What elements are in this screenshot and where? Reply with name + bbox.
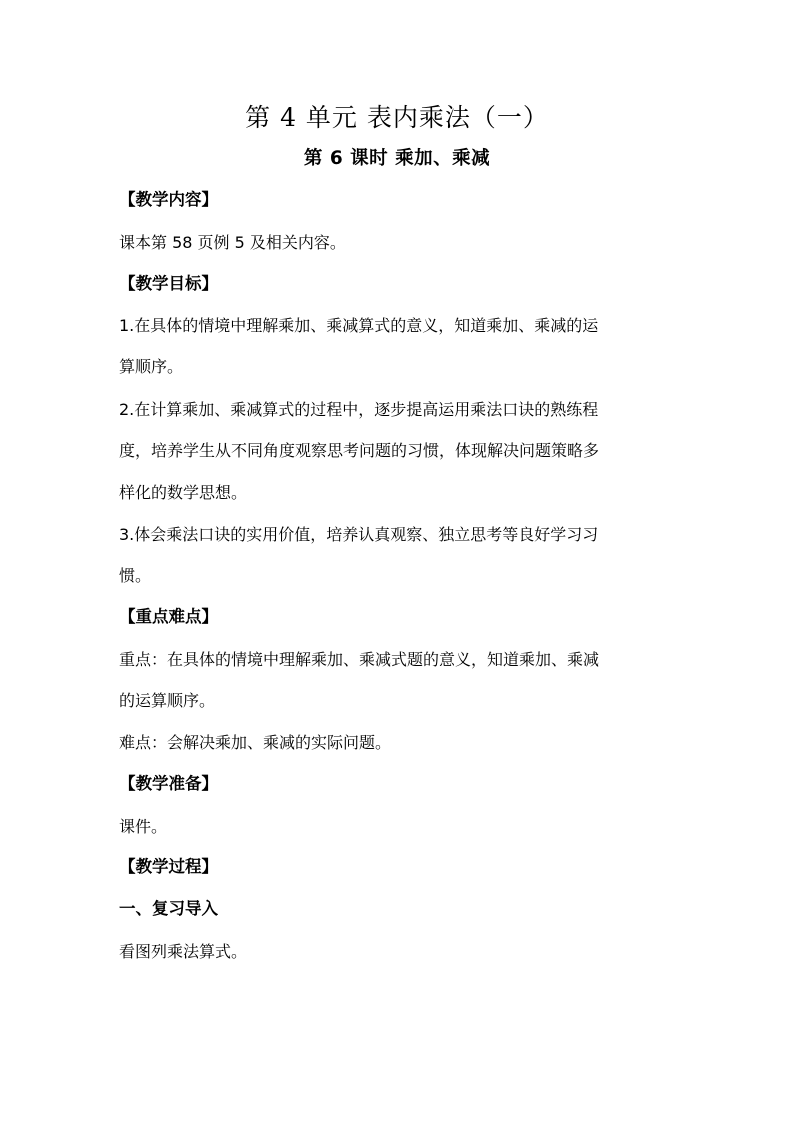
preparation-text: 课件。	[119, 817, 168, 836]
step-1-text: 看图列乘法算式。	[119, 942, 248, 961]
section-heading-preparation: 【教学准备】	[119, 774, 218, 793]
step-1-heading: 一、复习导入	[119, 899, 218, 918]
document-title: 第 4 单元 表内乘法（一）	[245, 103, 549, 132]
key-point-line-1: 重点：在具体的情境中理解乘加、乘减式题的意义，知道乘加、乘减	[119, 650, 600, 669]
section-heading-content: 【教学内容】	[119, 190, 218, 209]
goal-1-line-2: 算顺序。	[119, 357, 184, 376]
goal-2-line-1: 2.在计算乘加、乘减算式的过程中，逐步提高运用乘法口诀的熟练程	[119, 400, 599, 419]
lesson-subtitle: 第 6 课时 乘加、乘减	[303, 148, 491, 169]
section-heading-goals: 【教学目标】	[119, 274, 218, 293]
goal-2-line-2: 度，培养学生从不同角度观察思考问题的习惯，体现解决问题策略多	[119, 441, 600, 460]
content-text: 课本第 58 页例 5 及相关内容。	[119, 233, 346, 252]
goal-2-line-3: 样化的数学思想。	[119, 483, 248, 502]
section-heading-key-points: 【重点难点】	[119, 607, 218, 626]
goal-1-line-1: 1.在具体的情境中理解乘加、乘减算式的意义，知道乘加、乘减的运	[119, 316, 599, 335]
key-point-line-2: 的运算顺序。	[119, 691, 216, 710]
difficulty-line: 难点：会解决乘加、乘减的实际问题。	[119, 733, 392, 752]
goal-3-line-1: 3.体会乘法口诀的实用价值，培养认真观察、独立思考等良好学习习	[119, 525, 599, 544]
section-heading-process: 【教学过程】	[119, 857, 218, 876]
goal-3-line-2: 惯。	[119, 566, 152, 585]
